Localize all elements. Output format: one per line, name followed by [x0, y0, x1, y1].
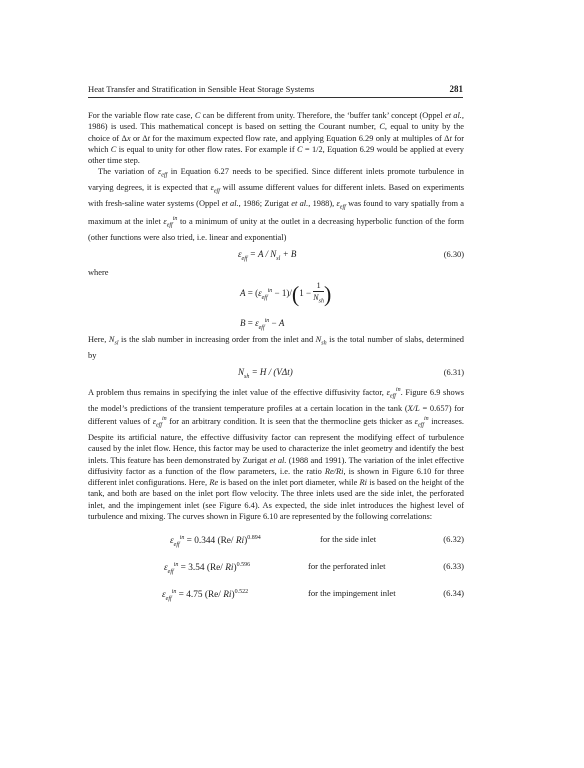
equation-6-32-number: (6.32) [443, 534, 464, 545]
header-rule [88, 97, 463, 98]
definition-b: $B = \varepsilon_{eff}^{in} - A$ [240, 318, 285, 332]
page-number: 281 [449, 84, 463, 94]
body-text [88, 110, 464, 611]
definitions [238, 278, 464, 334]
paragraph-2: The variation of $\varepsilon_{eff}$ in Equation 6.27 needs to be specified. Since different inlets promote turbulence in varying degrees, it is expected that $\varepsilon_{eff}$ will assume different values for different inlets. Based on experiments with fresh-saline water systems (Oppel et al., 1986; Zurigat et al., 1988), $\varepsilon_{eff}$ was found to vary spatially from a maximum at the inlet $\varepsilon_{eff}^{in}$ to a minimum of unity at the outlet in a decreasing hyperbolic function of the form (other functions were also tried, i.e. linear and exponential) [88, 167, 465, 242]
correlation-desc: for the impingement inlet [308, 588, 396, 599]
paragraph-4: A problem thus remains in specifying the inlet value of the effective diffusivity factor, $\varepsilon_{eff}^{in}$. Figure 6.9 shows the model’s predictions of the transient temperature profiles at a certain location in the tank (X/L = 0.657) for different values of $\varepsilon_{eff}^{in}$ for an arbitrary condition. It is seen that the thermocline gets thicker as $\varepsilon_{eff}^{in}$ increases. Despite its artificial nature, the effective diffusivity factor can represent the modifying effect of turbulence caused by the inlet flow. Hence, this factor may be used to characterize the inlet geometry and identify the best inlets. This feature has been demonstrated by Zurigat et al. (1988 and 1991). The variation of the inlet effective diffusivity factor as a function of the flow parameters, i.e. the ratio Re/Ri, is shown in Figure 6.10 for three different inlet configurations. Here, Re is based on the inlet port diameter, while Ri is based on the height of the tank, and both are based on the inlet port flow velocity. The three inlets used are the side inlet, the perforated inlet, and the impingement inlet (see Figure 6.4). As expected, the side inlet introduces the highest level of turbulence and mixing. The curves shown in Figure 6.10 are represented by the following correlations: [88, 387, 465, 521]
correlation-formula: $\varepsilon_{eff}^{in} = 4.75$ (Re/ Ri)$^{0.522}$ [162, 589, 249, 603]
equation-6-30 [88, 247, 464, 263]
header-title: Heat Transfer and Stratification in Sensible Heat Storage Systems [88, 84, 315, 94]
equation-6-34 [88, 584, 464, 611]
equation-6-30-expr: $\varepsilon_{eff} = A / N_{sl} + B$ [238, 248, 297, 262]
equation-6-31-number: (6.31) [443, 368, 464, 378]
equation-6-33 [88, 557, 464, 584]
paragraph-3: Here, $N_{sl}$ is the slab number in increasing order from the inlet and $N_{sh}$ is the total number of slabs, determined by [88, 335, 464, 361]
correlation-formula: $\varepsilon_{eff}^{in} = 3.54$ (Re/ Ri)$^{0.596}$ [164, 562, 251, 576]
equation-6-34-number: (6.34) [443, 588, 464, 599]
where-label: where [88, 267, 109, 277]
correlation-desc: for the perforated inlet [308, 561, 386, 572]
equation-6-31-expr: $N_{sh} = H / (V\Delta t)$ [238, 367, 293, 381]
equation-6-33-number: (6.33) [443, 561, 464, 572]
equation-6-32 [88, 530, 464, 557]
equation-6-30-number: (6.30) [443, 249, 464, 259]
definition-a: $A = (\varepsilon_{eff}^{in} - 1)/(1$ − $\frac{1}{N_{sh}}$ ) [240, 281, 332, 307]
paragraph-1: For the variable flow rate case, C can be different from unity. Therefore, the ‘buffer tank’ concept (Oppel et al., 1986) is used. This mathematical concept is based on setting the Courant number, C, equal to unity by the choice of Δx or Δt for the maximum expected flow rate, and applying Equation 6.29 only at multiples of Δt for which C is equal to unity for other flow rates. For example if C = 1/2, Equation 6.29 would be applied at every other time step. [88, 111, 465, 165]
equation-6-31 [88, 365, 464, 381]
correlation-desc: for the side inlet [320, 534, 377, 545]
correlation-formula: $\varepsilon_{eff}^{in} = 0.344$ (Re/ Ri)$^{0.894}$ [170, 535, 261, 549]
